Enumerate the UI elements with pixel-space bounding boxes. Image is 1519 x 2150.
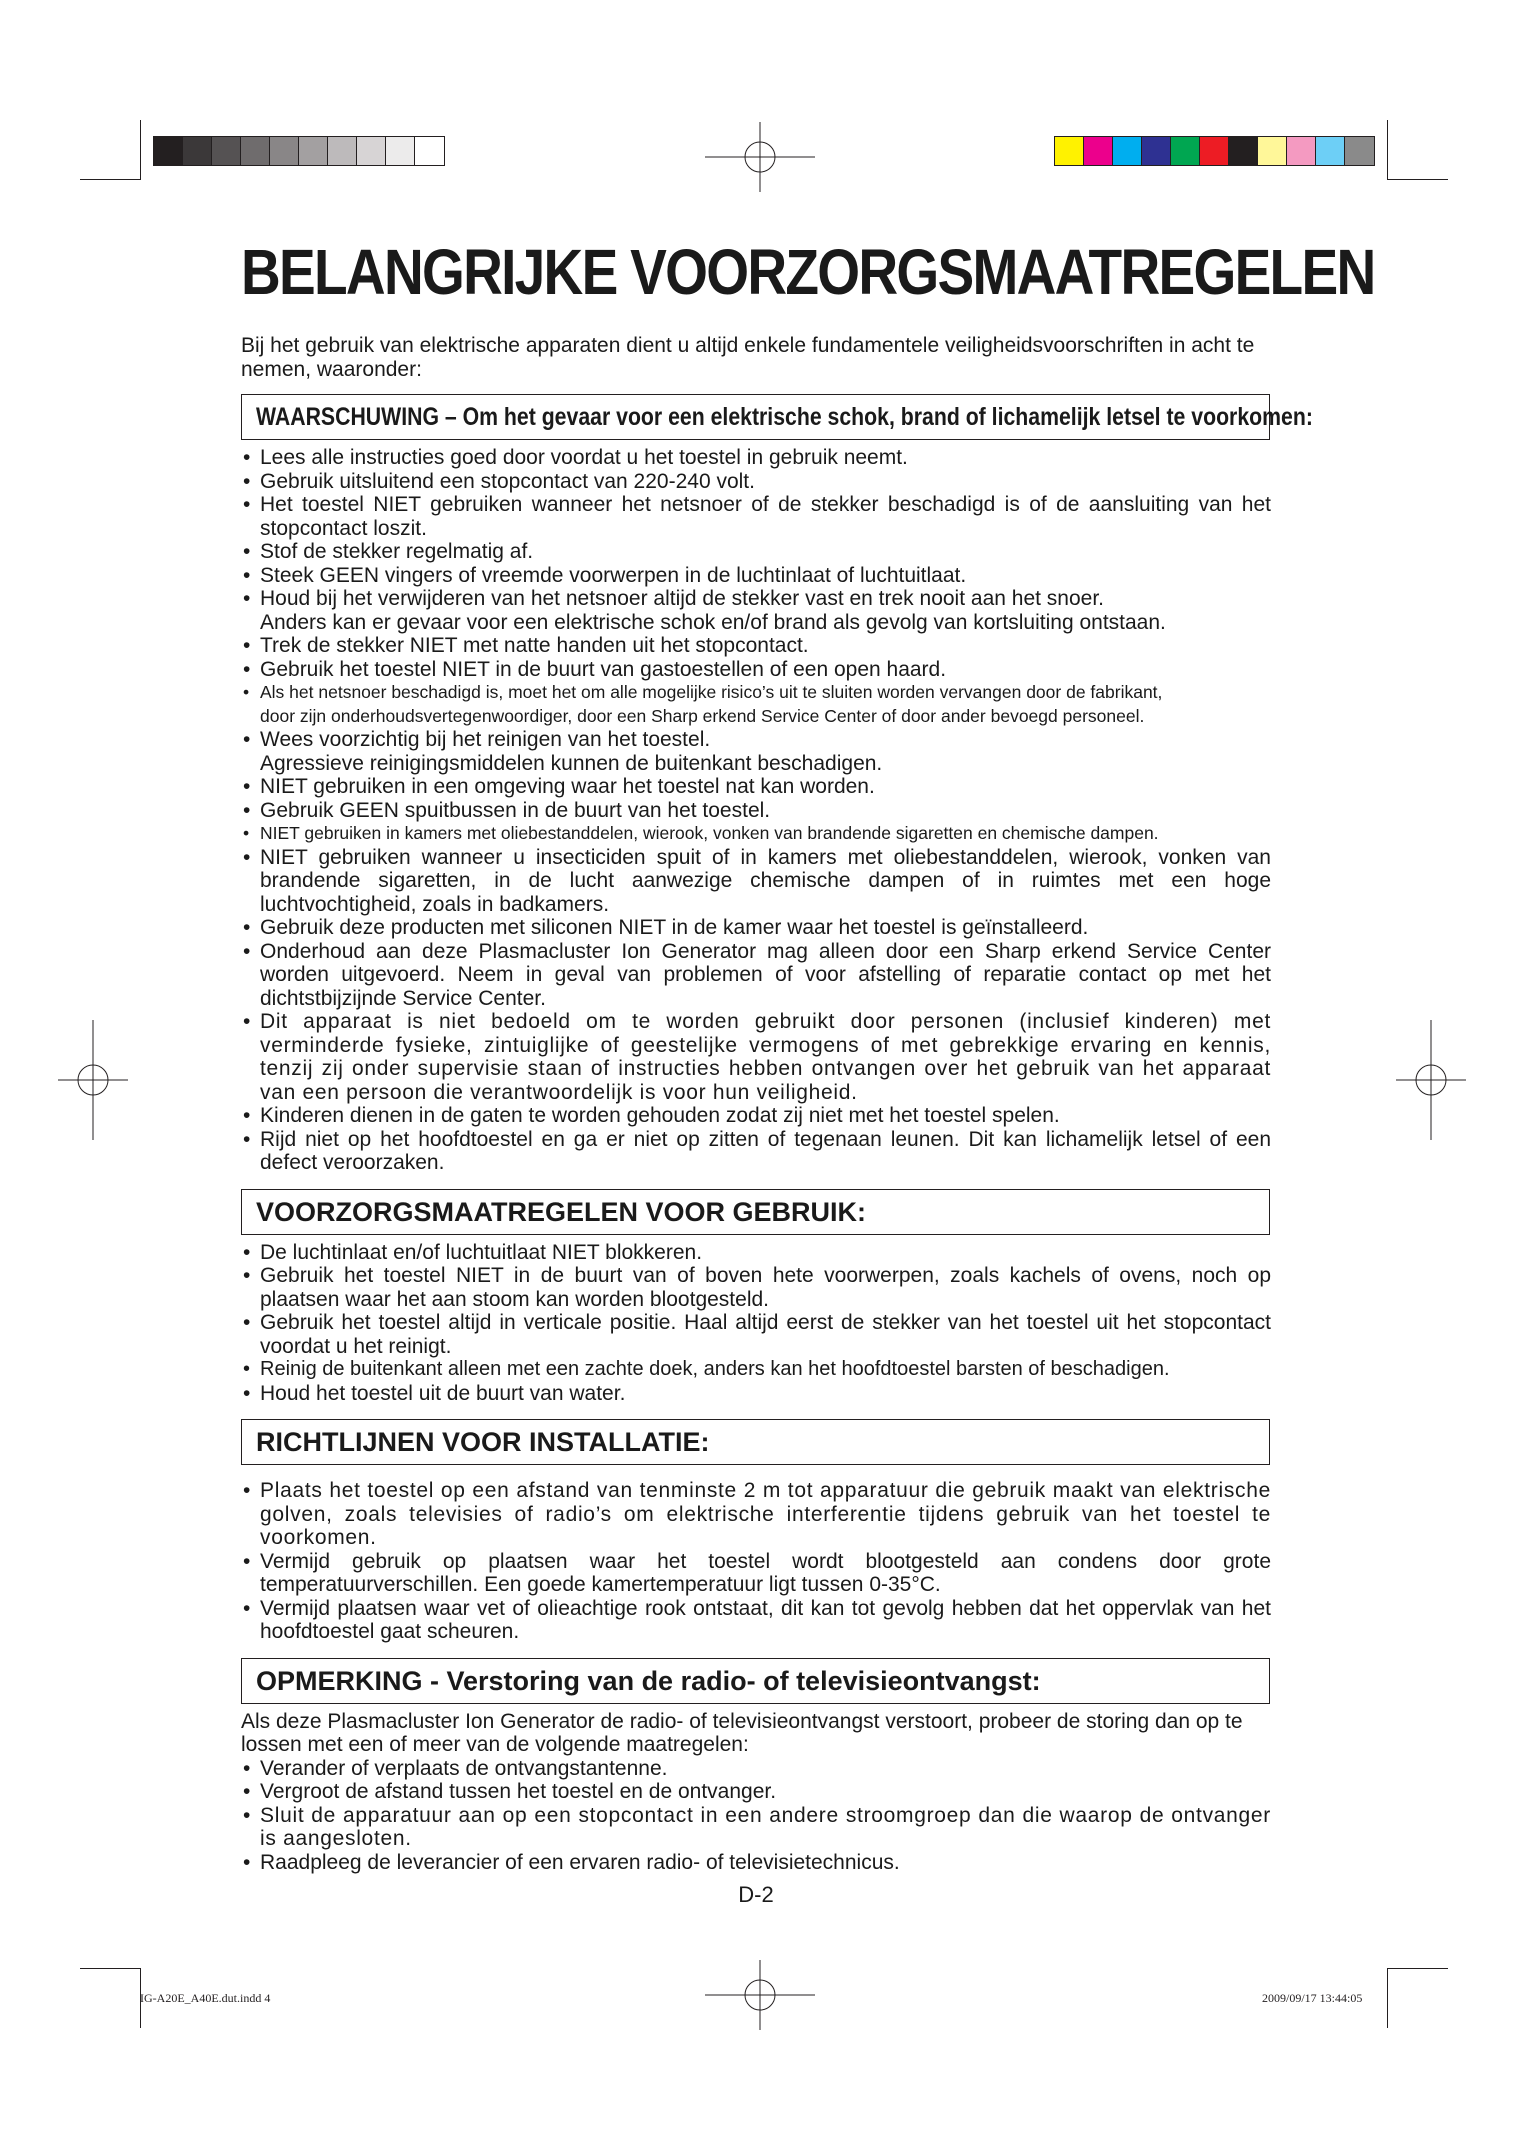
color-swatch	[415, 137, 444, 165]
list-item: • Sluit de apparatuur aan op een stopcontact in een andere stroomgroep dan die waarop de ontvanger is aangesloten.	[241, 1804, 1271, 1851]
list-item: • Gebruik uitsluitend een stopcontact van 220-240 volt.	[241, 470, 1271, 494]
color-swatch	[1345, 137, 1374, 165]
color-swatch	[1287, 137, 1316, 165]
usage-heading-box	[241, 1189, 1270, 1235]
installation-heading-box	[241, 1419, 1270, 1465]
list-item: • Gebruik het toestel altijd in verticale positie. Haal altijd eerst de stekker van het toestel uit het stopcontact voordat u het reinigt.	[241, 1311, 1271, 1358]
color-swatch	[357, 137, 386, 165]
footer-timestamp: 2009/09/17 13:44:05	[1262, 1991, 1363, 2005]
note-list	[241, 1757, 1271, 1875]
warning-list	[241, 446, 1271, 1175]
color-swatch	[1171, 137, 1200, 165]
list-item: • Trek de stekker NIET met natte handen uit het stopcontact.	[241, 634, 1271, 658]
list-item: • Raadpleeg de leverancier of een ervaren radio- of televisietechnicus.	[241, 1851, 1271, 1875]
color-swatch	[1055, 137, 1084, 165]
list-item: • Gebruik het toestel NIET in de buurt van of boven hete voorwerpen, zoals kachels of ovens, noch op plaatsen waar het aan stoom kan worden blootgesteld.	[241, 1264, 1271, 1311]
list-item: • Verander of verplaats de ontvangstantenne.	[241, 1757, 1271, 1781]
color-swatch	[328, 137, 357, 165]
color-swatch	[1258, 137, 1287, 165]
usage-heading: VOORZORGSMAATREGELEN VOOR GEBRUIK:	[256, 1196, 867, 1227]
note-heading-box	[241, 1658, 1270, 1704]
footer-file-name: IG-A20E_A40E.dut.indd 4	[140, 1991, 271, 2005]
intro-text: Bij het gebruik van elektrische apparaten dient u altijd enkele fundamentele veiligheidsvoorschriften in acht te nemen, waaronder:	[241, 334, 1255, 381]
page-title: BELANGRIJKE VOORZORGSMAATREGELEN	[241, 236, 1375, 308]
usage-list	[241, 1241, 1271, 1406]
list-item: • Houd het toestel uit de buurt van water.	[241, 1382, 1271, 1406]
list-item: • Gebruik het toestel NIET in de buurt van gastoestellen of een open haard.	[241, 658, 1271, 682]
list-item: • Dit apparaat is niet bedoeld om te worden gebruikt door personen (inclusief kinderen) met verminderde fysieke, zintuiglijke of geestelijke vermogens of met gebrekkige ervaring en kennis, tenzij zij onder supervisie staan of instructies hebben ontvangen over het gebruik van het apparaat van een persoon die verantwoordelijk is voor hun veiligheid.	[241, 1010, 1271, 1104]
list-item: • Onderhoud aan deze Plasmacluster Ion Generator mag alleen door een Sharp erkend Service Center worden uitgevoerd. Neem in geval van problemen of voor afstelling of reparatie contact op met het dichtstbijzijnde Service Center.	[241, 940, 1271, 1011]
list-item: • Het toestel NIET gebruiken wanneer het netsnoer of de stekker beschadigd is of de aansluiting van het stopcontact loszit.	[241, 493, 1271, 540]
list-item: • Plaats het toestel op een afstand van tenminste 2 m tot apparatuur die gebruik maakt van elektrische golven, zoals televisies of radio’s om elektrische interferentie tijdens gebruik van het toestel te voorkomen.	[241, 1479, 1271, 1550]
color-swatch	[241, 137, 270, 165]
color-swatch	[299, 137, 328, 165]
list-item: • NIET gebruiken wanneer u insecticiden spuit of in kamers met oliebestanddelen, wierook, vonken van brandende sigaretten, in de lucht aanwezige chemische dampen of in ruimtes met een hoge luchtvochtigheid, zoals in badkamers.	[241, 846, 1271, 917]
list-item: • De luchtinlaat en/of luchtuitlaat NIET blokkeren.	[241, 1241, 1271, 1265]
list-item: • Reinig de buitenkant alleen met een zachte doek, anders kan het hoofdtoestel barsten of beschadigen.	[241, 1358, 1271, 1382]
note-heading: OPMERKING - Verstoring van de radio- of televisieontvangst:	[256, 1665, 1041, 1696]
page-content	[241, 236, 1375, 1908]
list-item: • Gebruik deze producten met siliconen NIET in de kamer waar het toestel is geïnstalleerd.	[241, 916, 1271, 940]
color-swatch	[386, 137, 415, 165]
color-swatch	[270, 137, 299, 165]
process-color-bar	[1054, 136, 1375, 166]
list-item: • Vermijd plaatsen waar vet of olieachtige rook ontstaat, dit kan tot gevolg hebben dat het oppervlak van het hoofdtoestel gaat scheuren.	[241, 1597, 1271, 1644]
list-item: • Lees alle instructies goed door voordat u het toestel in gebruik neemt.	[241, 446, 1271, 470]
color-swatch	[212, 137, 241, 165]
warning-heading-box	[241, 394, 1313, 440]
color-swatch	[154, 137, 183, 165]
list-item: • Steek GEEN vingers of vreemde voorwerpen in de luchtinlaat of luchtuitlaat.	[241, 564, 1271, 588]
list-item: • Kinderen dienen in de gaten te worden gehouden zodat zij niet met het toestel spelen.	[241, 1104, 1271, 1128]
registration-mark-bottom	[705, 1960, 815, 2030]
list-item: • NIET gebruiken in een omgeving waar het toestel nat kan worden.	[241, 775, 1271, 799]
color-swatch	[1113, 137, 1142, 165]
list-item: • Stof de stekker regelmatig af.	[241, 540, 1271, 564]
color-swatch	[1200, 137, 1229, 165]
color-swatch	[1142, 137, 1171, 165]
color-swatch	[183, 137, 212, 165]
page-number: D-2	[738, 1882, 774, 1907]
warning-heading: WAARSCHUWING – Om het gevaar voor een elektrische schok, brand of lichamelijk letsel te voorkomen:	[256, 403, 1313, 431]
registration-mark-top	[705, 122, 815, 192]
list-item: • Vergroot de afstand tussen het toestel en de ontvanger.	[241, 1780, 1271, 1804]
registration-mark-left	[58, 1020, 128, 1140]
list-item: • Als het netsnoer beschadigd is, moet het om alle mogelijke risico’s uit te sluiten worden vervangen door de fabrikant, door zijn onderhoudsvertegenwoordiger, door een Sharp erkend Service Center of door ander bevoegd personeel.	[241, 681, 1271, 728]
note-intro: Als deze Plasmacluster Ion Generator de radio- of televisieontvangst verstoort, probeer de storing dan op te lossen met een of meer van de volgende maatregelen:	[241, 1709, 1243, 1756]
color-swatch	[1316, 137, 1345, 165]
list-item: • Vermijd gebruik op plaatsen waar het toestel wordt blootgesteld aan condens door grote temperatuurverschillen. Een goede kamertemperatuur ligt tussen 0-35°C.	[241, 1550, 1271, 1597]
color-swatch	[1229, 137, 1258, 165]
list-item: • Rijd niet op het hoofdtoestel en ga er niet op zitten of tegenaan leunen. Dit kan lichamelijk letsel of een defect veroorzaken.	[241, 1128, 1271, 1175]
grayscale-color-bar	[153, 136, 445, 166]
list-item: • Wees voorzichtig bij het reinigen van het toestel. Agressieve reinigingsmiddelen kunnen de buitenkant beschadigen.	[241, 728, 1271, 775]
registration-mark-right	[1396, 1020, 1466, 1140]
color-swatch	[1084, 137, 1113, 165]
installation-heading: RICHTLIJNEN VOOR INSTALLATIE:	[256, 1427, 710, 1457]
list-item: • Houd bij het verwijderen van het netsnoer altijd de stekker vast en trek nooit aan het snoer. Anders kan er gevaar voor een elektrische schok en/of brand als gevolg van kortsluiting ontstaan.	[241, 587, 1271, 634]
list-item: • NIET gebruiken in kamers met oliebestanddelen, wierook, vonken van brandende sigaretten en chemische dampen.	[241, 822, 1271, 846]
installation-list	[241, 1479, 1271, 1644]
list-item: • Gebruik GEEN spuitbussen in de buurt van het toestel.	[241, 799, 1271, 823]
